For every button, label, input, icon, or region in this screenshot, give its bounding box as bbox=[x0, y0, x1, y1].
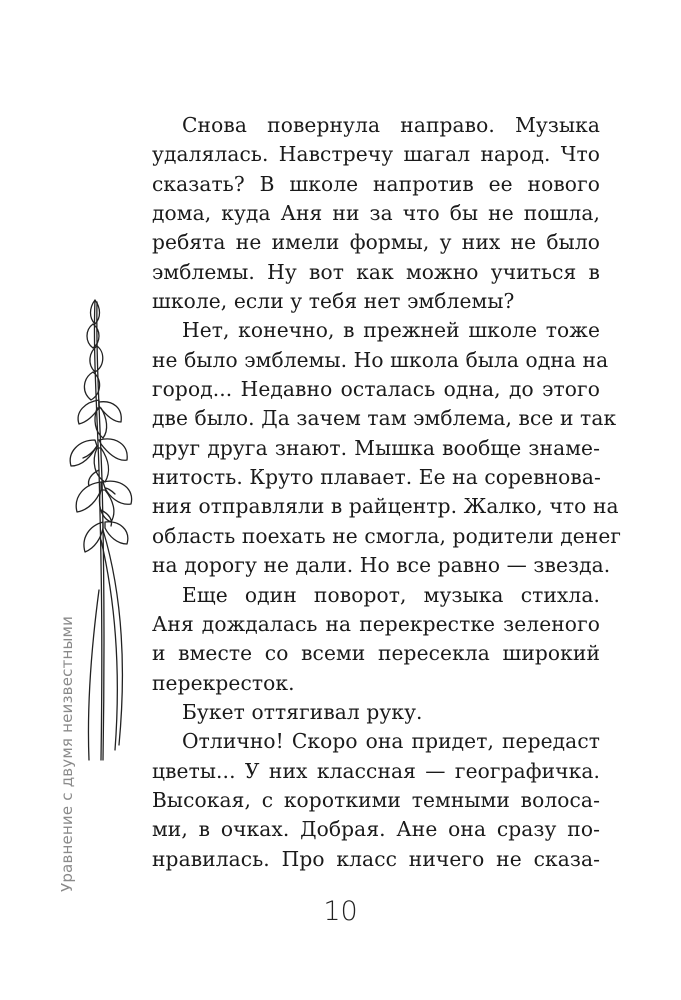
text-line: удалялась. Навстречу шагал народ. Что bbox=[152, 142, 600, 167]
paragraph-5 bbox=[152, 727, 600, 874]
text-line: не было эмблемы. Но школа была одна на bbox=[152, 347, 609, 372]
text-line: нитость. Круто плавает. Ее на соревнова- bbox=[152, 465, 601, 490]
text-line: область поехать не смогла, родители денег bbox=[152, 523, 622, 548]
text-line: Еще один поворот, музыка стихла. bbox=[182, 582, 600, 607]
text-line: эмблемы. Ну вот как можно учиться в bbox=[152, 259, 600, 284]
text-line: Аня дождалась на перекрестке зеленого bbox=[152, 611, 600, 636]
text-line: город... Недавно осталась одна, до этого bbox=[152, 377, 600, 402]
page-number: 10 bbox=[323, 896, 358, 927]
text-line: Снова повернула направо. Музыка bbox=[182, 113, 600, 137]
text-line: нравилась. Про класс ничего не сказа- bbox=[152, 846, 600, 871]
text-line: ребята не имели формы, у них не было bbox=[152, 230, 600, 255]
text-line: ми, в очках. Добрая. Ане она сразу по- bbox=[152, 817, 600, 842]
paragraph-3 bbox=[152, 581, 600, 698]
paragraph-4 bbox=[152, 698, 600, 727]
paragraph-2 bbox=[152, 316, 622, 580]
text-line: ния отправляли в райцентр. Жалко, что на bbox=[152, 494, 619, 519]
text-line: Отлично! Скоро она придет, передаст bbox=[182, 729, 600, 754]
text-line: перекресток. bbox=[152, 670, 295, 695]
text-line: две было. Да зачем там эмблема, все и так bbox=[152, 406, 617, 431]
body-text bbox=[152, 111, 622, 874]
text-line: дома, куда Аня ни за что бы не пошла, bbox=[152, 201, 600, 226]
text-line: и вместе со всеми пересекла широкий bbox=[152, 641, 600, 666]
text-line: Высокая, с короткими темными волоса- bbox=[152, 787, 600, 812]
running-head: Уравнение с двумя неизвестными bbox=[58, 615, 76, 892]
text-line: на дорогу не дали. Но все равно — звезда. bbox=[152, 553, 611, 578]
text-line: цветы... У них классная — географичка. bbox=[152, 758, 600, 783]
text-line: школе, если у тебя нет эмблемы? bbox=[152, 289, 515, 314]
text-line: друг друга знают. Мышка вообще знаме- bbox=[152, 435, 600, 460]
text-line: Букет оттягивал руку. bbox=[182, 699, 423, 724]
text-line: сказать? В школе напротив ее нового bbox=[152, 171, 600, 196]
text-line: Нет, конечно, в прежней школе тоже bbox=[182, 318, 600, 343]
gladiolus-illustration bbox=[55, 290, 145, 770]
paragraph-1 bbox=[152, 111, 600, 316]
